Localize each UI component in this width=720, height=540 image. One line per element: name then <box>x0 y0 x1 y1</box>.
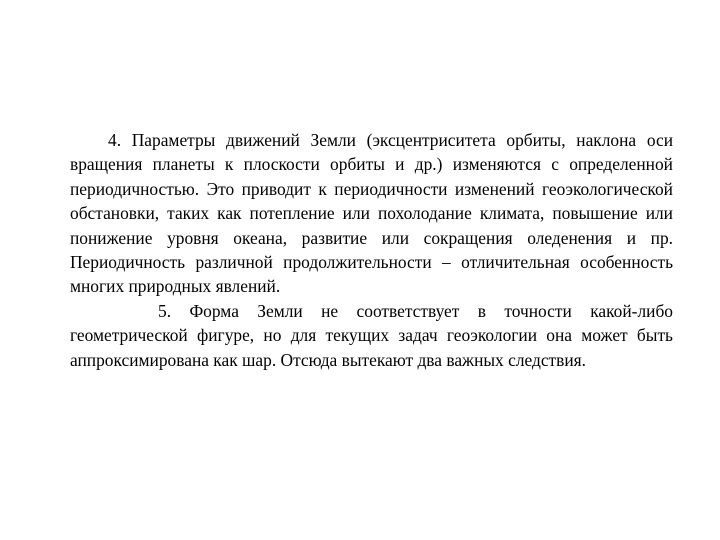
document-body <box>70 128 673 372</box>
paragraph-earth-motion-parameters: 4. Параметры движений Земли (эксцентриситета орбиты, наклона оси вращения планеты к плоскости орбиты и др.) изменяются с определенной периодичностью. Это приводит к периодичности изменений геоэкологической обстановки, таких как потепление или похолодание климата, повышение или понижение уровня океана, развитие или сокращения оледенения и пр. Периодичность различной продолжительности – отличительная особенность многих природных явлений. <box>70 130 673 297</box>
paragraph-earth-shape: 5. Форма Земли не соответствует в точности какой-либо геометрической фигуре, но для текущих задач геоэкологии она может быть аппроксимирована как шар. Отсюда вытекают два важных следствия. <box>70 300 673 370</box>
